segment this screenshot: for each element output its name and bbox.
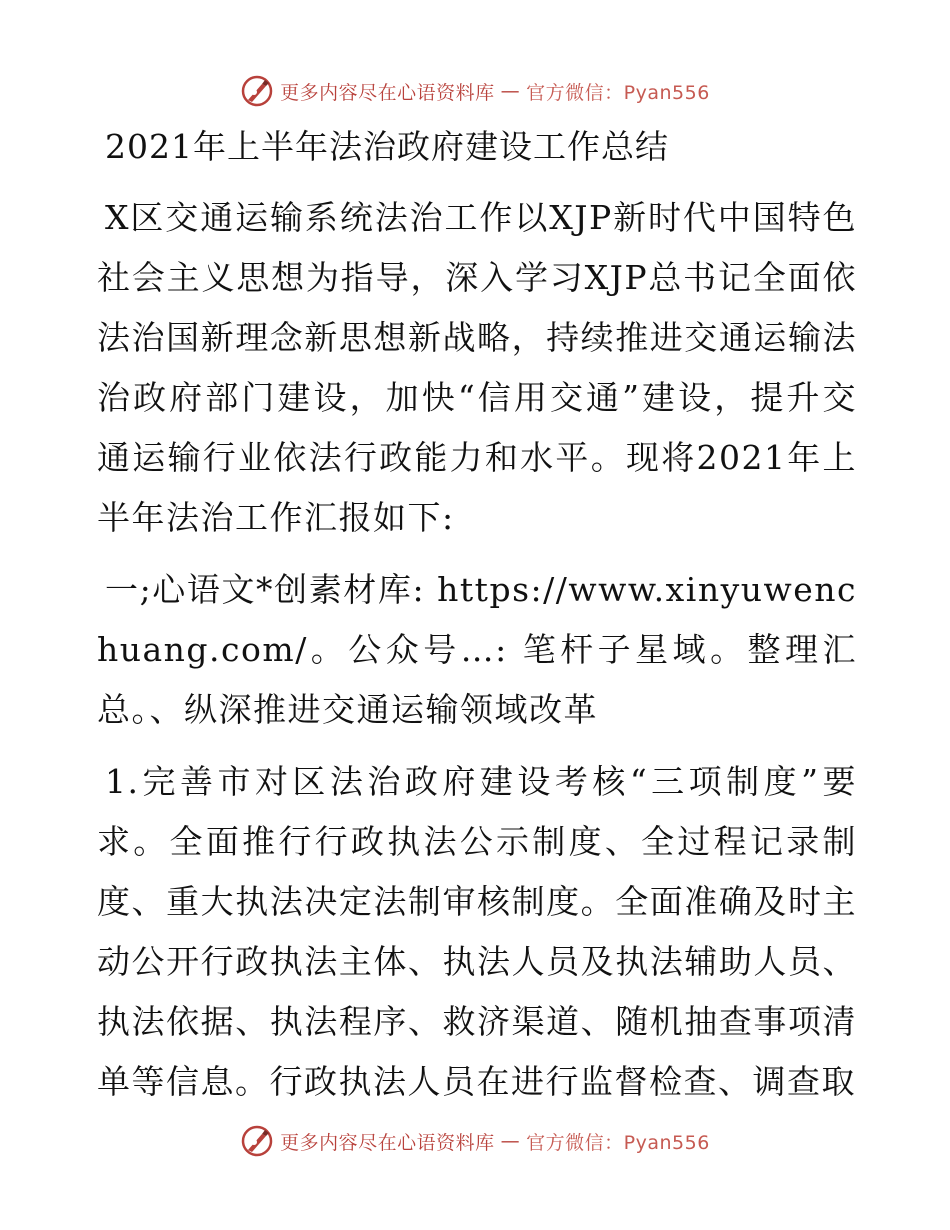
paragraph-intro: X区交通运输系统法治工作以XJP新时代中国特色社会主义思想为指导，深入学习XJP总书记全面依法治国新理念新思想新战略，持续推进交通运输法治政府部门建设，加快“信用交通”建设，提升交通运输行业依法行政能力和水平。现将2021年上半年法治工作汇报如下:	[97, 198, 857, 537]
banner-dash: —	[500, 1130, 521, 1152]
banner-dash: —	[500, 80, 521, 102]
banner-text: 更多内容尽在心语资料库	[280, 81, 495, 104]
pen-circle-icon	[240, 1124, 274, 1158]
document-body	[97, 118, 857, 1118]
banner-wechat: 官方微信：Pyan556	[526, 1131, 710, 1154]
header-watermark-banner	[0, 74, 950, 108]
banner-text: 更多内容尽在心语资料库	[280, 1131, 495, 1154]
paragraph-section-one: 一;心语文*创素材库: https://www.xinyuwenchuang.com/。公众号…: 笔杆子星域。整理汇总。、纵深推进交通运输领域改革	[97, 570, 857, 729]
pen-circle-icon	[240, 74, 274, 108]
footer-watermark-banner	[0, 1124, 950, 1158]
document-title: 2021年上半年法治政府建设工作总结	[105, 127, 669, 166]
paragraph-item-one: 1.完善市对区法治政府建设考核“三项制度”要求。全面推行行政执法公示制度、全过程记录制度、重大执法决定法制审核制度。全面准确及时主动公开行政执法主体、执法人员及执法辅助人员、执法依据、执法程序、救济渠道、随机抽查事项清单等信息。行政执法人员在进行监督检查、调查取	[97, 762, 857, 1101]
banner-wechat: 官方微信：Pyan556	[526, 81, 710, 104]
